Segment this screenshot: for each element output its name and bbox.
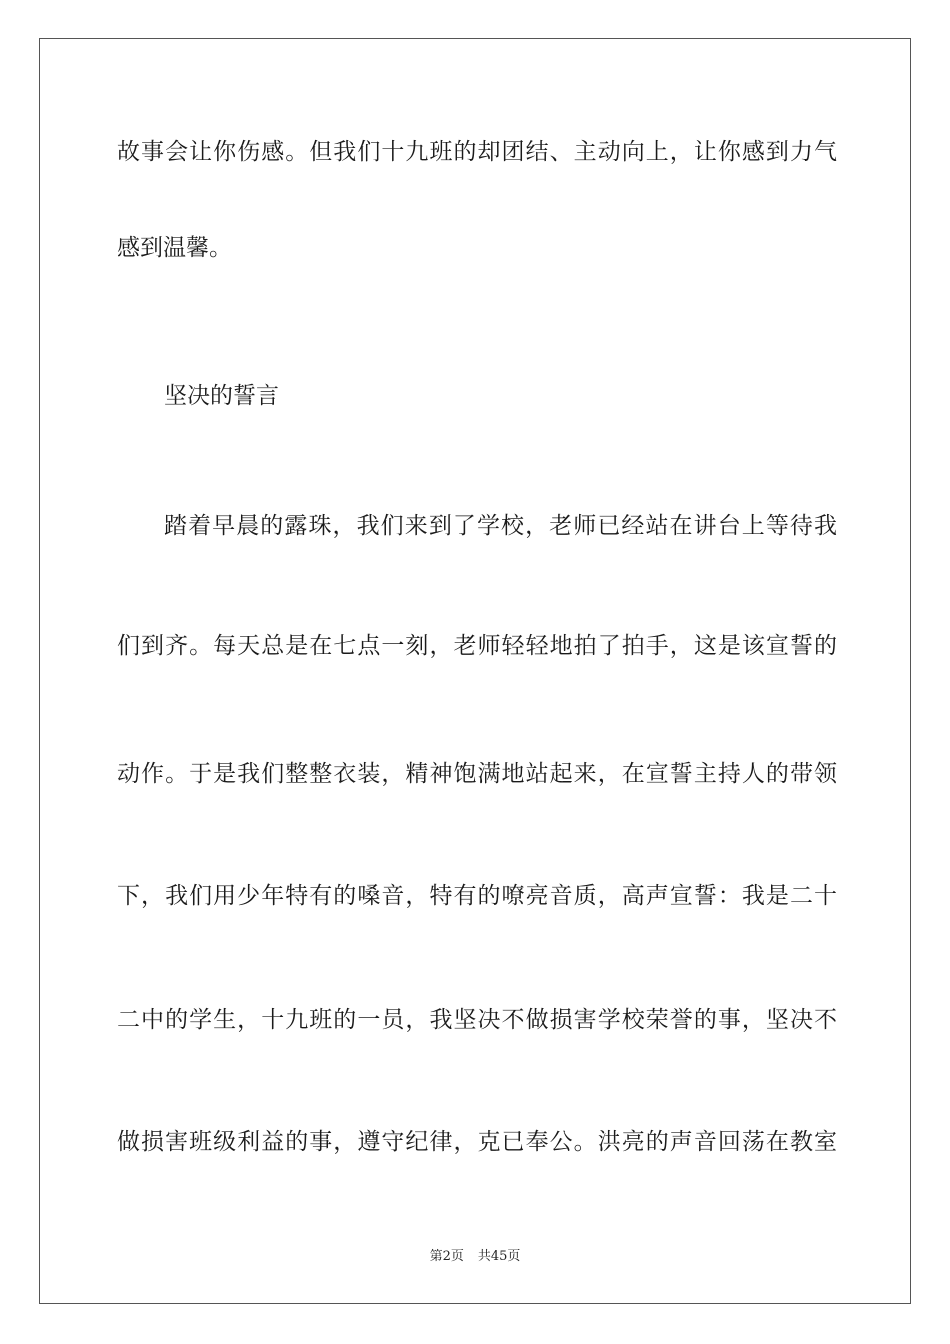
paragraph-line: 感到温馨。 bbox=[117, 235, 232, 261]
paragraph-line: 下，我们用少年特有的嗓音，特有的嘹亮音质，高声宣誓：我是二十 bbox=[117, 883, 837, 909]
paragraph-line: 做损害班级利益的事，遵守纪律，克已奉公。洪亮的声音回荡在教室 bbox=[117, 1129, 837, 1155]
paragraph-line: 踏着早晨的露珠，我们来到了学校，老师已经站在讲台上等待我 bbox=[164, 513, 837, 539]
paragraph-line: 动作。于是我们整整衣装，精神饱满地站起来，在宣誓主持人的带领 bbox=[117, 761, 837, 787]
section-heading: 坚决的誓言 bbox=[164, 383, 279, 409]
page-footer bbox=[0, 1247, 950, 1267]
page-number: 第2页 bbox=[429, 1249, 464, 1264]
total-pages: 共45页 bbox=[477, 1249, 521, 1264]
paragraph-line: 二中的学生，十九班的一员，我坚决不做损害学校荣誉的事，坚决不 bbox=[117, 1007, 837, 1033]
paragraph-line: 们到齐。每天总是在七点一刻，老师轻轻地拍了拍手，这是该宣誓的 bbox=[117, 633, 837, 659]
paragraph-line: 故事会让你伤感。但我们十九班的却团结、主动向上，让你感到力气 bbox=[117, 139, 837, 165]
